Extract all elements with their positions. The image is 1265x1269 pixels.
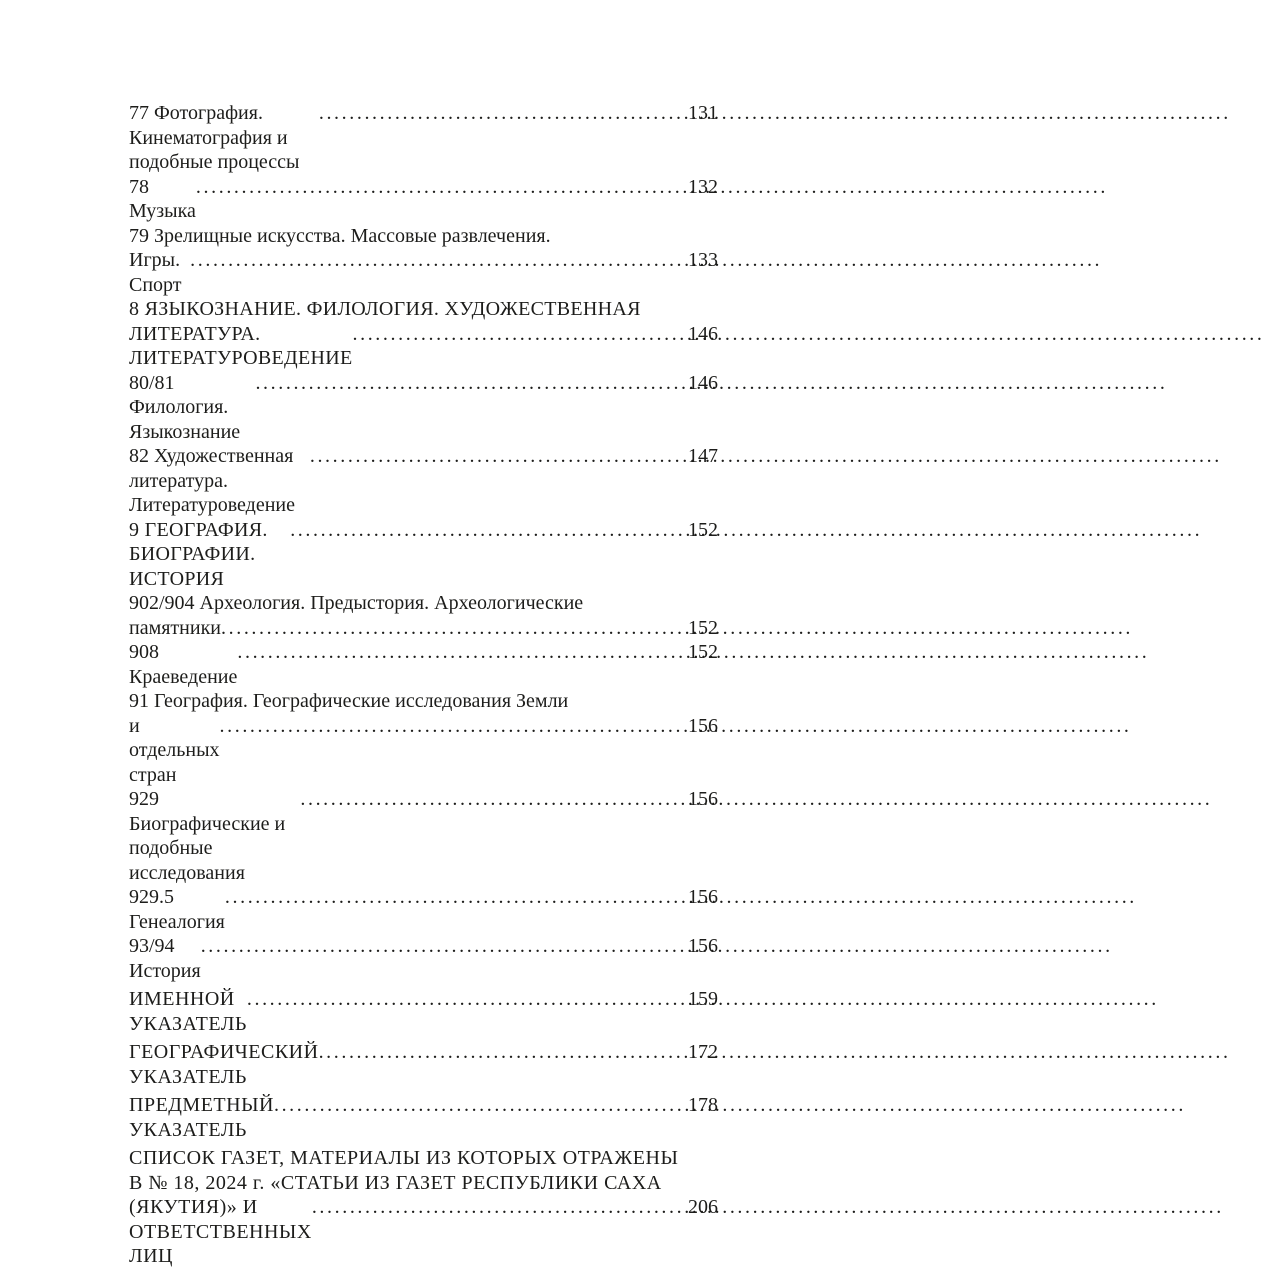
dot-leader — [221, 616, 681, 641]
dot-leader — [237, 640, 681, 665]
toc-page-number: 156 — [688, 788, 718, 810]
dot-leader — [220, 714, 681, 739]
dot-leader — [255, 371, 681, 396]
toc-entry-title: ГЕОГРАФИЧЕСКИЙ УКАЗАТЕЛЬ — [129, 1041, 325, 1088]
toc-entry — [129, 1040, 718, 1089]
toc-entry — [129, 689, 718, 787]
toc-entry-title: 93/94 История — [129, 935, 206, 982]
dot-leader — [196, 175, 681, 200]
dot-leader — [201, 934, 681, 959]
toc-entry — [129, 1146, 718, 1269]
toc-entry — [129, 885, 718, 934]
toc-page-number: 147 — [688, 445, 718, 467]
toc-entry — [129, 444, 718, 518]
toc-entry-title: ИМЕННОЙ УКАЗАТЕЛЬ — [129, 988, 247, 1035]
toc-entry-title: 80/81 Филология. Языкознание — [129, 371, 246, 443]
toc-entry-title: 77 Фотография. Кинематография и подобные процессы — [129, 102, 305, 173]
dot-leader — [274, 1093, 681, 1118]
toc-entry — [129, 175, 718, 224]
toc-entry-title: СПИСОК ГАЗЕТ, МАТЕРИАЛЫ ИЗ КОТОРЫХ ОТРАЖЕНЫ — [129, 1147, 679, 1169]
toc-line — [129, 885, 718, 934]
toc-line — [129, 1040, 718, 1089]
toc-line — [129, 322, 718, 371]
dot-leader — [247, 987, 681, 1012]
toc-entry — [129, 224, 718, 298]
toc-entry — [129, 1093, 718, 1142]
toc-line — [129, 101, 718, 175]
dot-leader — [312, 1195, 681, 1220]
toc-entry-title: 82 Художественная литература. Литературоведение — [129, 445, 300, 516]
toc-line — [129, 518, 718, 592]
toc-entry — [129, 101, 718, 175]
toc-entry — [129, 787, 718, 885]
toc-entry-title: 91 География. Географические исследования Земли — [129, 690, 569, 712]
toc-entry — [129, 987, 718, 1036]
toc-page-number: 132 — [688, 175, 718, 198]
toc-line — [129, 1093, 718, 1142]
dot-leader — [353, 322, 682, 347]
table-of-contents — [129, 101, 718, 1269]
toc-entry-title: (ЯКУТИЯ)» И ОТВЕТСТВЕННЫХ ЛИЦ — [129, 1196, 318, 1267]
toc-entry-title: 929 Биографические и подобные исследования — [129, 788, 291, 884]
toc-entry — [129, 371, 718, 445]
toc-entry-title: 79 Зрелищные искусства. Массовые развлечения. — [129, 224, 551, 247]
toc-entry — [129, 297, 718, 371]
toc-page-number: 156 — [688, 935, 718, 957]
toc-entry-title: 9 ГЕОГРАФИЯ. БИОГРАФИИ. ИСТОРИЯ — [129, 518, 274, 590]
toc-entry-title: 908 Краеведение — [129, 641, 243, 688]
toc-page-number: 156 — [688, 714, 718, 737]
toc-line — [129, 297, 718, 322]
toc-page-number: 152 — [688, 641, 718, 663]
toc-line — [129, 1171, 718, 1196]
toc-entry-title: В № 18, 2024 г. «СТАТЬИ ИЗ ГАЗЕТ РЕСПУБЛИКИ САХА — [129, 1171, 662, 1194]
toc-line — [129, 689, 718, 714]
toc-line — [129, 175, 718, 224]
toc-entry-title: и отдельных стран — [129, 714, 225, 786]
dot-leader — [300, 787, 681, 812]
toc-line — [129, 444, 718, 518]
toc-line — [129, 714, 718, 788]
toc-entry-title: 929.5 Генеалогия — [129, 886, 230, 933]
toc-line — [129, 591, 718, 616]
toc-entry — [129, 591, 718, 640]
toc-entry-title: 78 Музыка — [129, 175, 196, 222]
dot-leader — [190, 248, 681, 273]
dot-leader — [290, 518, 681, 543]
toc-page-number: 146 — [688, 322, 718, 345]
dot-leader — [319, 1040, 681, 1065]
dot-leader — [225, 885, 681, 910]
toc-page-number: 178 — [688, 1094, 718, 1116]
toc-page-number: 206 — [688, 1196, 718, 1218]
toc-entry — [129, 934, 718, 983]
toc-line — [129, 224, 718, 249]
toc-entry-title: Игры. Спорт — [129, 249, 187, 296]
toc-page-number: 152 — [688, 616, 718, 639]
toc-entry-title: памятники — [129, 616, 222, 639]
toc-line — [129, 1195, 718, 1269]
toc-line — [129, 248, 718, 297]
toc-entry — [129, 640, 718, 689]
toc-entry — [129, 518, 718, 592]
toc-page-number: 152 — [688, 518, 718, 541]
dot-leader — [310, 444, 681, 469]
toc-line — [129, 371, 718, 445]
toc-page-number: 131 — [688, 102, 718, 124]
toc-entry-title: ПРЕДМЕТНЫЙ УКАЗАТЕЛЬ — [129, 1094, 280, 1141]
toc-page-number: 159 — [688, 988, 718, 1010]
dot-leader — [319, 101, 681, 126]
toc-entry-title: 8 ЯЗЫКОЗНАНИЕ. ФИЛОЛОГИЯ. ХУДОЖЕСТВЕННАЯ — [129, 298, 641, 320]
toc-line — [129, 787, 718, 885]
toc-page-number: 172 — [688, 1041, 718, 1063]
toc-line — [129, 1146, 718, 1171]
toc-line — [129, 640, 718, 689]
toc-line — [129, 987, 718, 1036]
toc-entry-title: ЛИТЕРАТУРА. ЛИТЕРАТУРОВЕДЕНИЕ — [129, 322, 358, 369]
toc-line — [129, 616, 718, 641]
toc-page-number: 133 — [688, 249, 718, 271]
toc-line — [129, 934, 718, 983]
toc-entry-title: 902/904 Археология. Предыстория. Археологические — [129, 592, 584, 614]
toc-page-number: 156 — [688, 886, 718, 908]
toc-page-number: 146 — [688, 371, 718, 394]
